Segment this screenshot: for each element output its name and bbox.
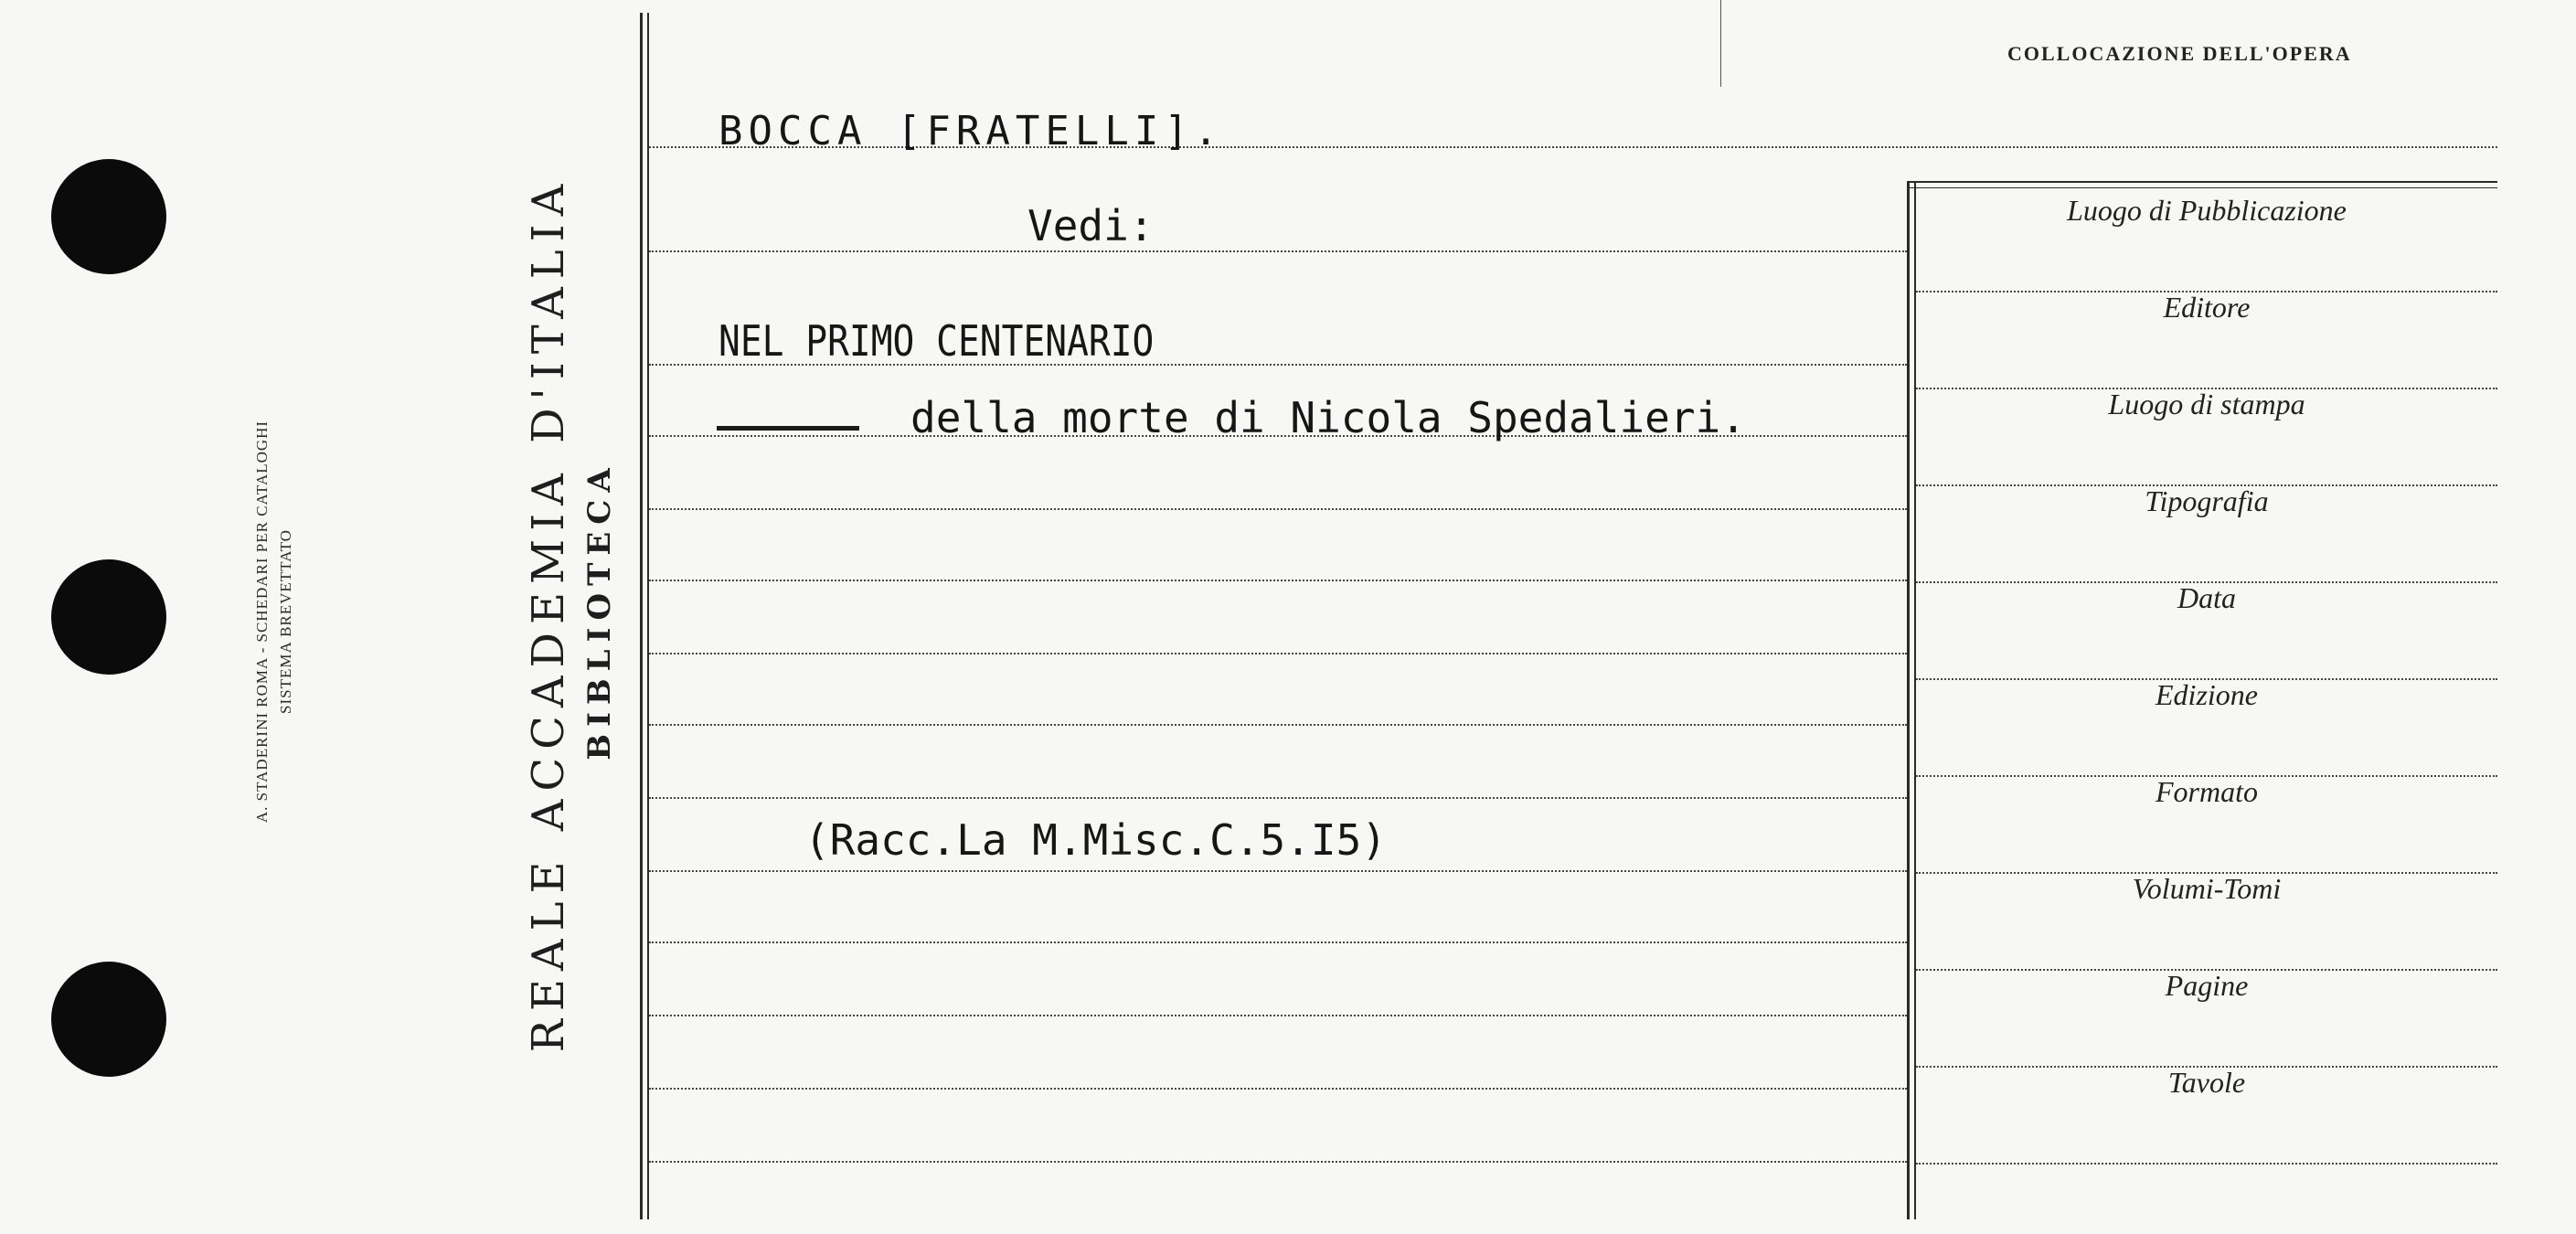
field-line (1916, 1163, 2497, 1165)
binder-hole-bottom (51, 962, 166, 1077)
library-name: BIBLIOTECA (581, 461, 618, 761)
institution-name: REALE ACCADEMIA D'ITALIA (523, 176, 574, 1053)
see-reference-label: Vedi: (1027, 201, 1155, 250)
binder-hole-top (51, 159, 166, 274)
ruled-line (649, 580, 1907, 581)
ruled-line (649, 653, 1907, 654)
ruled-line (649, 797, 1907, 799)
left-double-rule-outer (640, 13, 643, 1219)
field-box-top-rule (1907, 181, 2497, 183)
field-tipografia: Tipografia (2145, 484, 2269, 517)
title-line-1: NEL PRIMO CENTENARIO (719, 316, 1155, 366)
field-luogo-di-stampa: Luogo di stampa (2108, 388, 2305, 420)
collocazione-header: COLLOCAZIONE DELL'OPERA (2007, 42, 2352, 65)
binder-hole-middle (51, 559, 166, 675)
ruled-line (649, 1088, 1907, 1090)
shelfmark: (Racc.La M.Misc.C.5.I5) (804, 815, 1387, 865)
field-luogo-di-pubblicazione: Luogo di Pubblicazione (2067, 194, 2347, 227)
left-double-rule-inner (647, 13, 649, 1219)
field-editore: Editore (2163, 291, 2251, 324)
author-heading: BOCCA [FRATELLI]. (719, 108, 1224, 154)
ruled-line (649, 941, 1907, 943)
title-repeat-dash (717, 426, 859, 431)
printer-line-2: SISTEMA BREVETTATO (277, 529, 294, 714)
printer-imprint (250, 420, 298, 823)
field-edizione: Edizione (2156, 678, 2258, 711)
ruled-line (649, 508, 1907, 510)
printer-line-1: A. STADERINI ROMA - SCHEDARI PER CATALOGHI (253, 420, 271, 824)
field-volumi-tomi: Volumi-Tomi (2132, 872, 2282, 905)
right-double-rule-outer (1907, 181, 1910, 1219)
top-divider-rule (1720, 0, 1721, 87)
title-line-2: della morte di Nicola Spedalieri. (910, 393, 1746, 442)
ruled-line (649, 870, 1907, 872)
field-pagine: Pagine (2165, 969, 2249, 1002)
ruled-line (649, 1161, 1907, 1163)
field-formato: Formato (2156, 775, 2258, 808)
ruled-line (649, 250, 1907, 252)
ruled-line (649, 1015, 1907, 1016)
ruled-line (649, 724, 1907, 726)
field-box-top-rule-inner (1907, 187, 2497, 188)
field-data: Data (2177, 581, 2236, 614)
field-tavole: Tavole (2167, 1066, 2246, 1099)
